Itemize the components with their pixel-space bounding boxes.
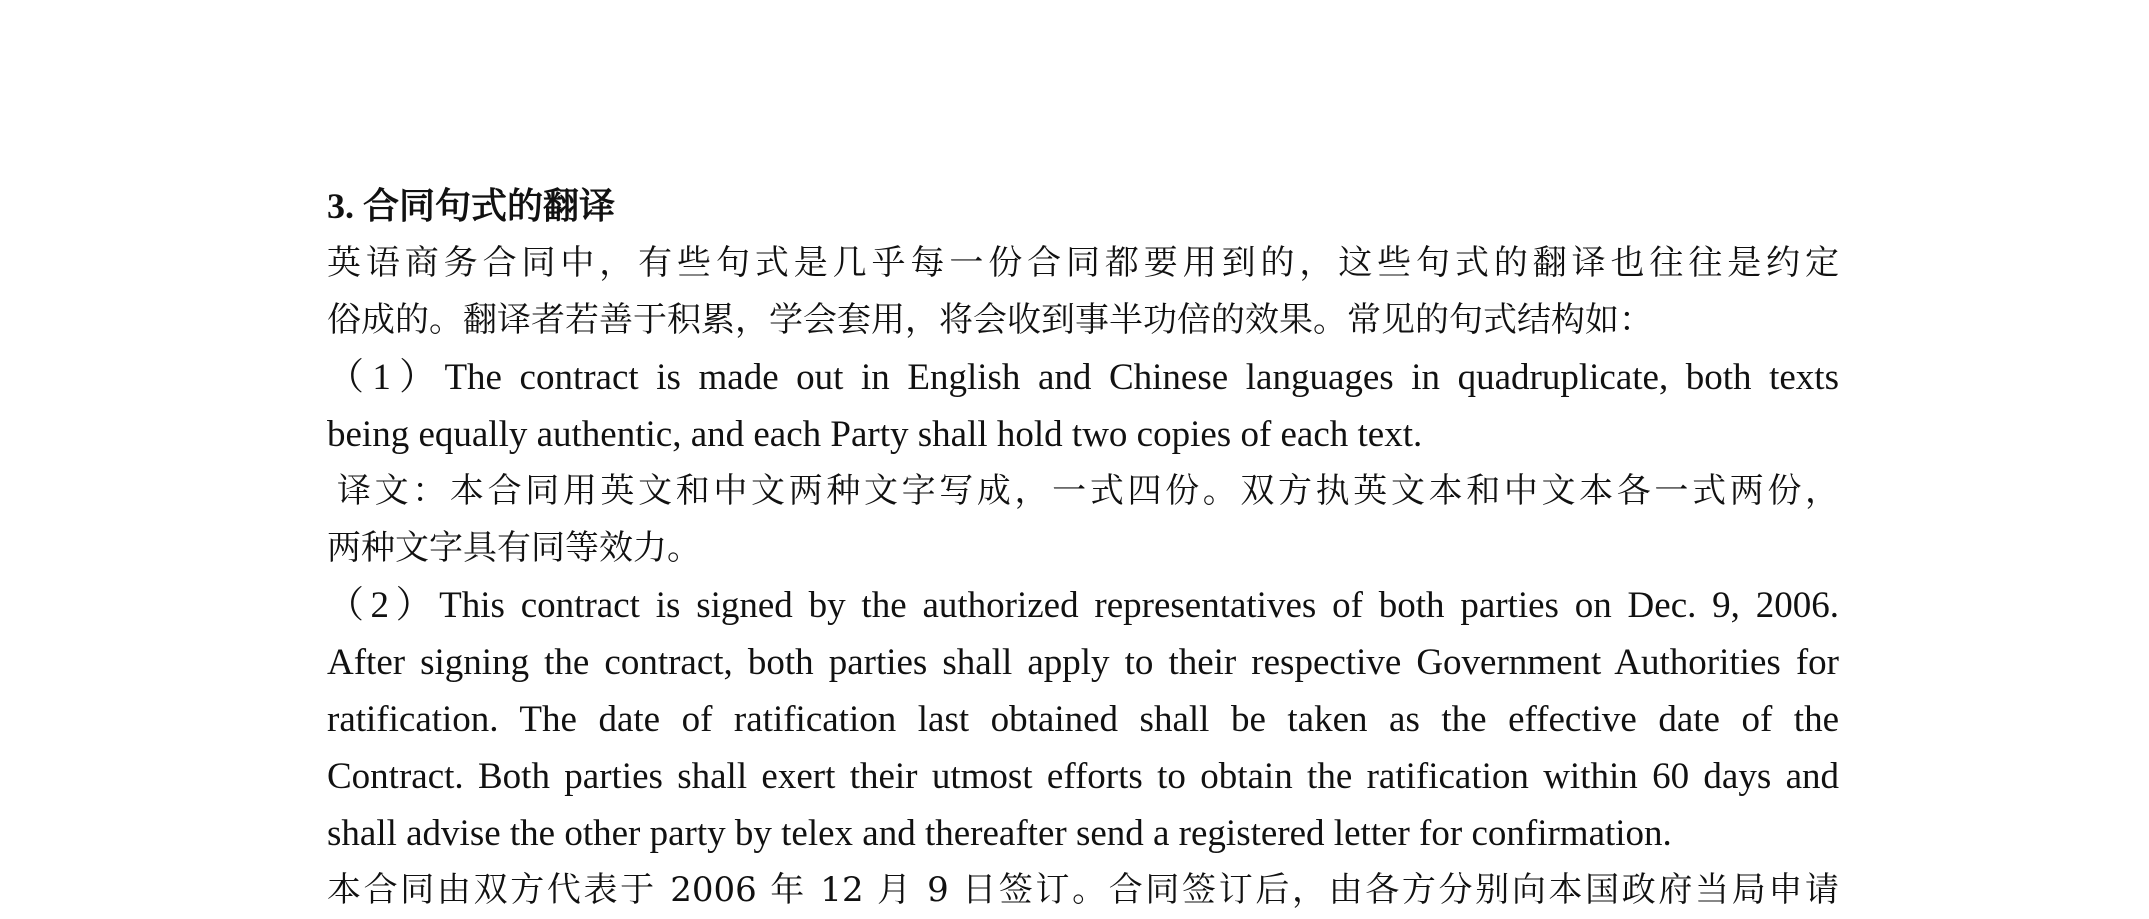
example-2-en-line-5: shall advise the other party by telex and thereafter send a registered letter for confirmation.	[327, 813, 1672, 854]
example-1-en-line-1: （1）The contract is made out in English and Chinese languages in quadruplicate, both texts	[327, 357, 1839, 398]
section-heading: 3. 合同句式的翻译	[327, 186, 616, 226]
example-2-en-line-3: ratification. The date of ratification last obtained shall be taken as the effective date of the	[327, 699, 1839, 740]
example-2-english	[327, 577, 1839, 862]
document-body	[327, 178, 1839, 919]
example-2-translation	[327, 862, 1839, 919]
example-1-zh-line-2: 两种文字具有同等效力。	[327, 528, 701, 568]
example-1-en-line-2: being equally authentic, and each Party shall hold two copies of each text.	[327, 414, 1423, 455]
example-1-translation	[327, 463, 1839, 577]
example-2-zh-line-1: 本合同由双方代表于 2006 年 12 月 9 日签订。合同签订后，由各方分别向本国政府当局申请	[327, 870, 1839, 910]
intro-line-1: 英语商务合同中，有些句式是几乎每一份合同都要用到的，这些句式的翻译也往往是约定	[327, 243, 1839, 283]
intro-paragraph	[327, 235, 1839, 349]
intro-line-2: 俗成的。翻译者若善于积累，学会套用，将会收到事半功倍的效果。常见的句式结构如：	[327, 300, 1653, 340]
example-2-en-line-2: After signing the contract, both parties shall apply to their respective Government Authorities for	[327, 642, 1839, 683]
example-1-zh-line-1: 译文：本合同用英文和中文两种文字写成，一式四份。双方执英文本和中文本各一式两份，	[337, 471, 1839, 511]
example-2-en-line-1: （2）This contract is signed by the authorized representatives of both parties on Dec. 9, 2006.	[327, 585, 1839, 626]
example-2-en-line-4: Contract. Both parties shall exert their utmost efforts to obtain the ratification within 60 days and	[327, 756, 1839, 797]
example-1-english	[327, 349, 1839, 463]
